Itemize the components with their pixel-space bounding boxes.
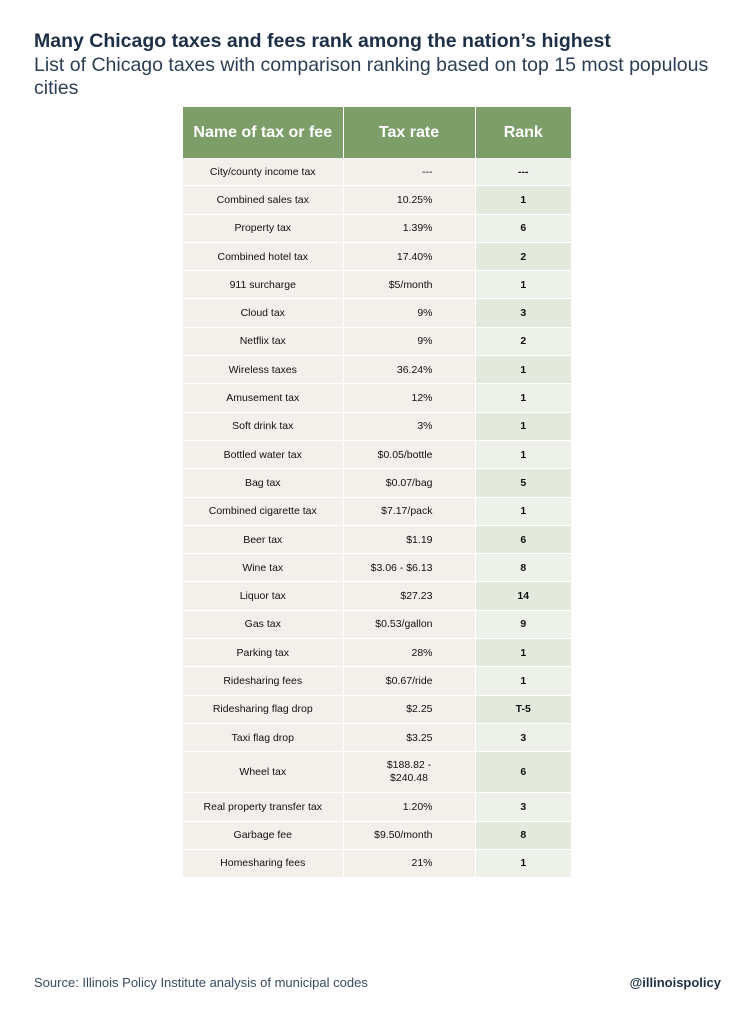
tax-rate-cell: $7.17/pack (343, 497, 475, 525)
tax-name-cell: Wireless taxes (183, 356, 343, 384)
tax-rank-cell: 1 (475, 497, 571, 525)
tax-name-cell: Bottled water tax (183, 440, 343, 468)
source-note: Source: Illinois Policy Institute analysis of municipal codes (34, 975, 368, 990)
tax-name-cell: Ridesharing fees (183, 667, 343, 695)
table-row (183, 821, 571, 849)
table-row (183, 469, 571, 497)
tax-name-cell: Parking tax (183, 639, 343, 667)
tax-rank-cell: 1 (475, 667, 571, 695)
tax-name-cell: Combined cigarette tax (183, 497, 343, 525)
tax-rate-cell: 9% (343, 327, 475, 355)
table-row (183, 752, 571, 793)
table-row (183, 214, 571, 242)
social-handle: @illinoispolicy (629, 975, 721, 990)
tax-name-cell: Bag tax (183, 469, 343, 497)
tax-rank-cell: --- (475, 158, 571, 186)
tax-rank-cell: 14 (475, 582, 571, 610)
table-row (183, 299, 571, 327)
tax-rate-cell: 3% (343, 412, 475, 440)
tax-rank-cell: 2 (475, 327, 571, 355)
chart-subtitle: List of Chicago taxes with comparison ranking based on top 15 most populous cities (34, 54, 709, 99)
tax-rate-cell: $0.53/gallon (343, 610, 475, 638)
tax-rate-cell: $5/month (343, 271, 475, 299)
tax-rank-cell: 6 (475, 525, 571, 553)
tax-rank-cell: 3 (475, 793, 571, 821)
tax-rank-cell: 1 (475, 849, 571, 877)
tax-name-cell: Netflix tax (183, 327, 343, 355)
table-row (183, 356, 571, 384)
table-row (183, 554, 571, 582)
table-row (183, 639, 571, 667)
tax-name-cell: Combined hotel tax (183, 242, 343, 270)
tax-rate-cell: 1.39% (343, 214, 475, 242)
table-row (183, 849, 571, 877)
table-header-row (183, 107, 571, 158)
column-header-rate: Tax rate (343, 107, 475, 158)
table-row (183, 525, 571, 553)
tax-rank-cell: 3 (475, 299, 571, 327)
tax-rate-cell: $188.82 - $240.48 (343, 752, 475, 793)
table-row (183, 242, 571, 270)
tax-rank-cell: 8 (475, 554, 571, 582)
tax-rate-cell: $0.67/ride (343, 667, 475, 695)
table-row (183, 582, 571, 610)
tax-rate-cell: 1.20% (343, 793, 475, 821)
tax-rank-cell: 6 (475, 214, 571, 242)
tax-rank-cell: 1 (475, 384, 571, 412)
tax-rate-cell: --- (343, 158, 475, 186)
table-row (183, 158, 571, 186)
tax-name-cell: Garbage fee (183, 821, 343, 849)
tax-rate-cell: $9.50/month (343, 821, 475, 849)
tax-rate-cell: $27.23 (343, 582, 475, 610)
tax-table (183, 107, 571, 878)
table-row (183, 793, 571, 821)
tax-rate-cell: 36.24% (343, 356, 475, 384)
tax-rank-cell: 1 (475, 186, 571, 214)
tax-rank-cell: 1 (475, 356, 571, 384)
tax-name-cell: Gas tax (183, 610, 343, 638)
tax-rate-cell: $3.25 (343, 723, 475, 751)
tax-rank-cell: 9 (475, 610, 571, 638)
column-header-name: Name of tax or fee (183, 107, 343, 158)
tax-rate-cell: $0.05/bottle (343, 440, 475, 468)
tax-rate-cell: 9% (343, 299, 475, 327)
tax-rate-cell: $2.25 (343, 695, 475, 723)
tax-rank-cell: 6 (475, 752, 571, 793)
tax-name-cell: Homesharing fees (183, 849, 343, 877)
table-row (183, 186, 571, 214)
tax-rate-cell: $3.06 - $6.13 (343, 554, 475, 582)
tax-name-cell: Wheel tax (183, 752, 343, 793)
table-row (183, 384, 571, 412)
tax-rate-cell: 12% (343, 384, 475, 412)
table-row (183, 723, 571, 751)
tax-rank-cell: 5 (475, 469, 571, 497)
tax-rate-cell: 17.40% (343, 242, 475, 270)
tax-name-cell: Beer tax (183, 525, 343, 553)
tax-rank-cell: 1 (475, 440, 571, 468)
tax-name-cell: Soft drink tax (183, 412, 343, 440)
table-row (183, 412, 571, 440)
tax-rate-cell: 28% (343, 639, 475, 667)
table-row (183, 610, 571, 638)
tax-rank-cell: 8 (475, 821, 571, 849)
table-row (183, 440, 571, 468)
tax-name-cell: 911 surcharge (183, 271, 343, 299)
tax-name-cell: Wine tax (183, 554, 343, 582)
tax-name-cell: Liquor tax (183, 582, 343, 610)
table-row (183, 327, 571, 355)
tax-rank-cell: 1 (475, 271, 571, 299)
tax-rate-cell: 10.25% (343, 186, 475, 214)
tax-rank-cell: T-5 (475, 695, 571, 723)
chart-title: Many Chicago taxes and fees rank among the nation’s highest (34, 30, 611, 52)
tax-name-cell: Ridesharing flag drop (183, 695, 343, 723)
table-row (183, 497, 571, 525)
table-body (183, 158, 571, 878)
tax-name-cell: City/county income tax (183, 158, 343, 186)
tax-rate-cell: 21% (343, 849, 475, 877)
table-row (183, 695, 571, 723)
table-row (183, 271, 571, 299)
tax-rank-cell: 3 (475, 723, 571, 751)
tax-name-cell: Amusement tax (183, 384, 343, 412)
tax-rate-cell: $1.19 (343, 525, 475, 553)
tax-name-cell: Property tax (183, 214, 343, 242)
tax-name-cell: Cloud tax (183, 299, 343, 327)
table-row (183, 667, 571, 695)
column-header-rank: Rank (475, 107, 571, 158)
tax-name-cell: Combined sales tax (183, 186, 343, 214)
tax-name-cell: Taxi flag drop (183, 723, 343, 751)
tax-rank-cell: 2 (475, 242, 571, 270)
tax-name-cell: Real property transfer tax (183, 793, 343, 821)
tax-rank-cell: 1 (475, 639, 571, 667)
tax-rate-cell: $0.07/bag (343, 469, 475, 497)
tax-rank-cell: 1 (475, 412, 571, 440)
